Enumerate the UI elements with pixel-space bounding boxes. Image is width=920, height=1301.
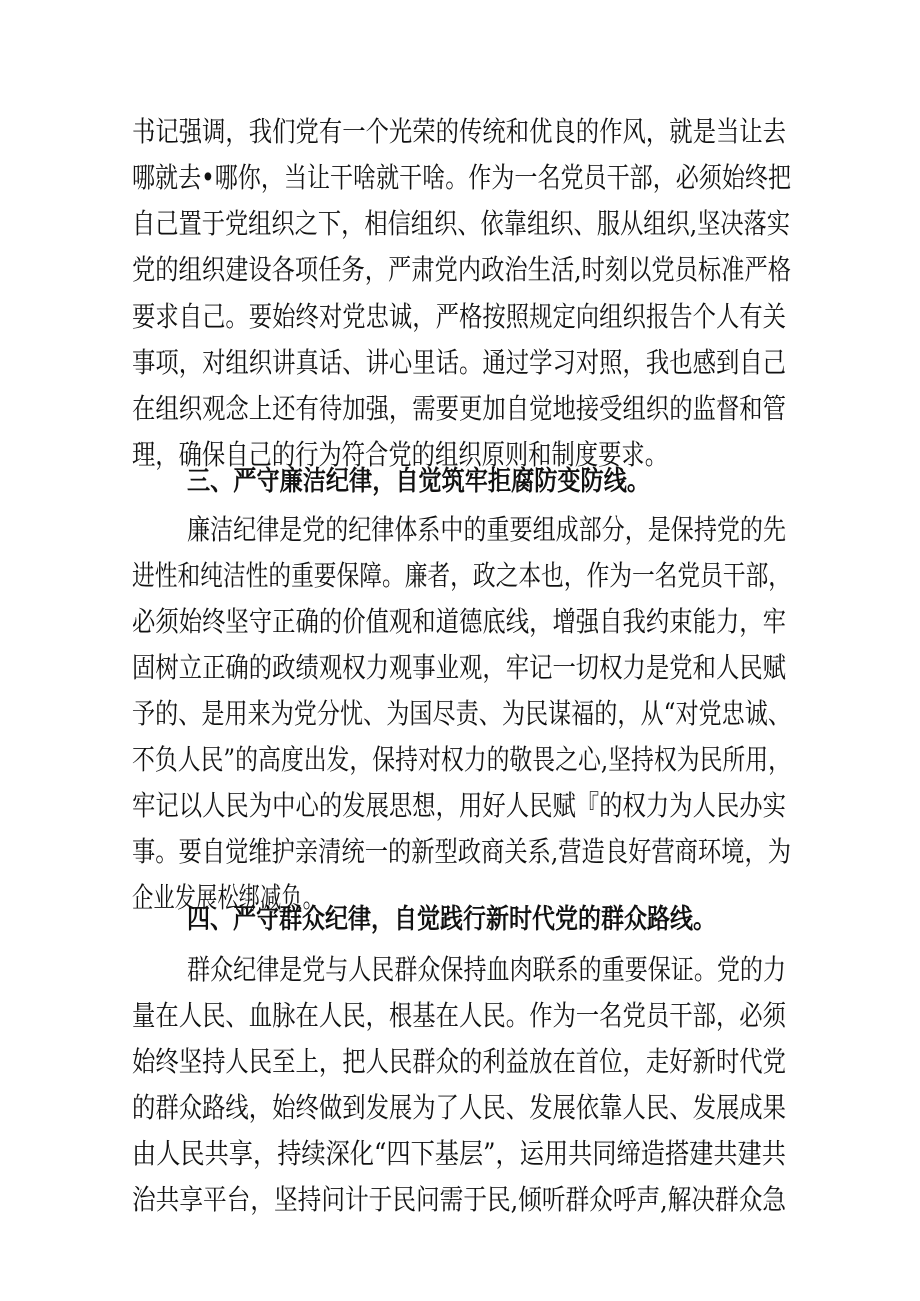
text-line-content: 不负人民”的高度出发，保持对权力的敬畏之心,坚持权为民所用， [132, 743, 792, 776]
text-line-content: 群众纪律是党与人民群众保持血肉联系的重要保证。党的力 [187, 953, 787, 986]
section-heading [0, 462, 920, 502]
text-line [0, 556, 920, 596]
text-line [0, 1134, 920, 1174]
text-line [0, 648, 920, 688]
text-line-content: 企业发展松绑减负。 [132, 881, 325, 914]
text-line [0, 158, 920, 198]
text-line-content: 始终坚持人民至上，把人民群众的利益放在首位，走好新时代党 [132, 1045, 787, 1078]
text-line-content: 进性和纯洁性的重要保障。廉者，政之本也，作为一名党员干部， [132, 559, 792, 592]
text-line [0, 1088, 920, 1128]
text-line-content: 牢记以人民为中心的发展思想，用好人民赋『的权力为人民办实 [132, 789, 787, 822]
text-line-content: 要求自己。要始终对党忠诚，严格按照规定向组织报告个人有关 [132, 300, 787, 333]
text-line-content: 理，确保自己的行为符合党的组织原则和制度要求。 [132, 438, 669, 471]
text-line-content: 由人民共享，持续深化“四下基层”，运用共同缔造搭建共建共 [132, 1137, 786, 1170]
text-line [0, 1180, 920, 1220]
text-line-content: 三、严守廉洁纪律，自觉筑牢拒腐防变防线。 [187, 466, 650, 497]
text-line [0, 389, 920, 429]
text-line [0, 1042, 920, 1082]
text-line-content: 事。要自觉维护亲清统一的新型政商关系,营造良好营商环境，为 [132, 835, 791, 868]
text-line-content: 四、严守群众纪律，自觉践行新时代党的群众路线。 [187, 904, 717, 935]
text-line [0, 786, 920, 826]
text-line [0, 510, 920, 550]
text-line-content: 党的组织建设各项任务，严肃党内政治生活,时刻以党员标准严格 [132, 253, 791, 286]
text-line [0, 297, 920, 337]
text-line-content: 量在人民、血脉在人民，根基在人民。作为一名党员干部，必须 [132, 999, 787, 1032]
text-line-content: 在组织观念上还有待加强，需要更加自觉地接受组织的监督和管 [132, 392, 787, 425]
text-line-content: 书记强调，我们党有一个光荣的传统和优良的作风，就是当让去 [132, 115, 787, 148]
text-line [0, 112, 920, 152]
text-line-content: 固树立正确的政绩观权力观事业观，牢记一切权力是党和人民赋 [132, 651, 787, 684]
text-line [0, 694, 920, 734]
text-line-content: 的群众路线，始终做到发展为了人民、发展依靠人民、发展成果 [132, 1091, 787, 1124]
section-heading [0, 900, 920, 940]
text-line [0, 950, 920, 990]
text-line-content: 哪就去•哪你，当让干啥就干啥。作为一名党员干部，必须始终把 [132, 161, 791, 194]
text-line-content: 必须始终坚守正确的价值观和道德底线，增强自我约束能力，牢 [132, 605, 787, 638]
text-line [0, 204, 920, 244]
text-line [0, 343, 920, 383]
text-line-content: 予的、是用来为党分忧、为国尽责、为民谋福的，从“对党忠诚、 [132, 697, 792, 730]
text-line-content: 自己置于党组织之下，相信组织、依靠组织、服从组织,坚决落实 [132, 207, 791, 240]
text-line-content: 治共享平台，坚持问计于民问需于民,倾听群众呼声,解决群众急 [132, 1183, 787, 1216]
text-line [0, 832, 920, 872]
text-line [0, 740, 920, 780]
text-line [0, 602, 920, 642]
text-line [0, 996, 920, 1036]
text-line-content: 事项，对组织讲真话、讲心里话。通过学习对照，我也感到自己 [132, 346, 787, 379]
text-line-content: 廉洁纪律是党的纪律体系中的重要组成部分，是保持党的先 [187, 513, 787, 546]
text-line [0, 250, 920, 290]
